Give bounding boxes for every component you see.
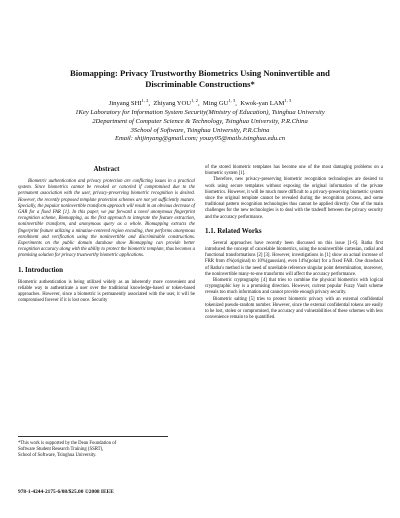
- abstract-text: Biometric authentication and privacy protection are conflicting issues in a practical system. Since biometrics cannot be revoked or canceled if compromised due to the permanent association with the user, privacy-preserving biometric recognition is desired. However, the recently proposed template protection schemes are not yet sufficiently mature. Specially, the popular noninvertible transform approach will result in an obvious decrease of GAR for a fixed FAR [1]. In this paper, we put forward a novel anonymous fingerprint recognition scheme, Biomapping, as the first approach to integrate the feature extraction, noninvertible transform, and anonymous query as a whole. Biomapping extracts the fingerprint feature utilizing a minutiae-centered region encoding, then performs anonymous enrollment and verification using the noninvertible and discriminable constructions. Experiments on the public domain database show Biomapping can provide better recognition accuracy along with the ability to protect the biometric template, thus becomes a promising solution for privacy trustworthy biometric applications.: [18, 179, 195, 259]
- author-list: Jinyang SHI$^{1, 2}$, Zhiyang YOU$^{1, 2}$, Ming GU$^{1, 3}$, Kwok-yan LAM$^{1, 3}$: [108, 98, 292, 108]
- author-email: Email: shijinyang@gmail.com; youzy05@mails.tsinghua.edu.cn: [115, 135, 285, 143]
- paper-title: [40, 68, 360, 90]
- title-line-1: Biomapping: Privacy Trustworthy Biometrics Using Noninvertible and: [70, 68, 330, 78]
- body-paragraph: Biometric cryptography [4] that tries to combine the physical biometrics with logical cryptographic key is a promising direction. However, current popular Fuzzy Vault scheme reveals too much information and cannot provide enough privacy security.: [205, 278, 383, 296]
- introduction-heading: 1. Introduction: [18, 265, 63, 274]
- author-sup: 1, 2: [191, 98, 198, 103]
- copyright-footer: 978-1-4244-2175-6/08/$25.00 ©2008 IEEE: [18, 489, 114, 495]
- introduction-text: Biometric authentication is being utilized widely as an inherently more convenient and reliable way to authenticate a user over the traditional knowledge-based or token-based approaches. However, since a biometric is permanently associated with the user, it will be compromised forever if it is lost once. Security: [18, 279, 195, 304]
- footnote-line-2: Software Student Research Training (SSRT),: [18, 447, 104, 453]
- body-paragraph: of the stored biometric templates has become one of the most damaging problems on a biometric system [1].: [205, 165, 383, 177]
- affiliation-2: 2Department of Computer Science & Technology, Tsinghua University, P.R.China: [92, 117, 308, 125]
- author-sup: 1, 2: [141, 98, 149, 103]
- author-name: Ming GU: [202, 100, 229, 108]
- affiliation-3: 3School of Software, Tsinghua University, P.R.China: [130, 126, 270, 134]
- footnote-line-3: School of Software, Tsinghua University.: [18, 453, 97, 459]
- title-line-2: Discriminable Constructions*: [145, 79, 255, 89]
- author-sup: 1, 3: [284, 98, 292, 103]
- left-column: [18, 165, 195, 304]
- body-paragraph: Several approaches have recently been discussed on this issue [1-6]. Ratha first introduced the concept of cancelable biometrics, using the noninvertible cartesian, radial and functional transformations [2] [3]. However, investigations in [1] show an actual increase of FRR from 4%(original) to 10%(gaussian), even 14%(polar) for a fixed FAR. One drawback of Ratha's method is the need of unreliable reference singular point determination, moreover, the noninvertible many-to-one transforms will affect the accuracy performance.: [205, 240, 383, 277]
- body-paragraph: Therefore, new privacy-preserving biometric recognition technologies are desired to work using secure templates without exposing the original information of the private biometrics. However, it will be much more difficult to a privacy-preserving biometric system since the original template cannot be revealed during the recognition process, and some traditional pattern recognition technologies thus cannot be applied directly. One of the main challenges for the new technologies is to deal with the tradeoff between the privacy security and the accuracy performance.: [205, 177, 383, 220]
- abstract-heading: Abstract: [93, 165, 120, 173]
- body-paragraph: Biometric salting [5] tries to protect biometric privacy with an external confidential tokenized pseudo-random number. However, since the external confidential tokens are easily to be lost, stolen or compromised, the accuracy and vulnerabilities of these schemes with less convenience remain to be quantified.: [205, 296, 383, 321]
- affiliation-1: 1Key Laboratory for Information System Security(Ministry of Education), Tsinghua University: [75, 108, 325, 116]
- footnote-line-1: *This work is supported by the Dean Foundation of: [18, 441, 117, 446]
- right-column: [205, 165, 383, 321]
- author-name: Jinyang SHI: [108, 100, 142, 108]
- author-name: Zhiyang YOU: [153, 100, 192, 108]
- author-name: Kwok-yan LAM: [240, 100, 285, 108]
- funding-footnote: [18, 436, 168, 460]
- author-sup: 1, 3: [228, 98, 236, 103]
- related-works-heading: 1.1. Related Works: [205, 226, 262, 235]
- author-block: [40, 97, 360, 144]
